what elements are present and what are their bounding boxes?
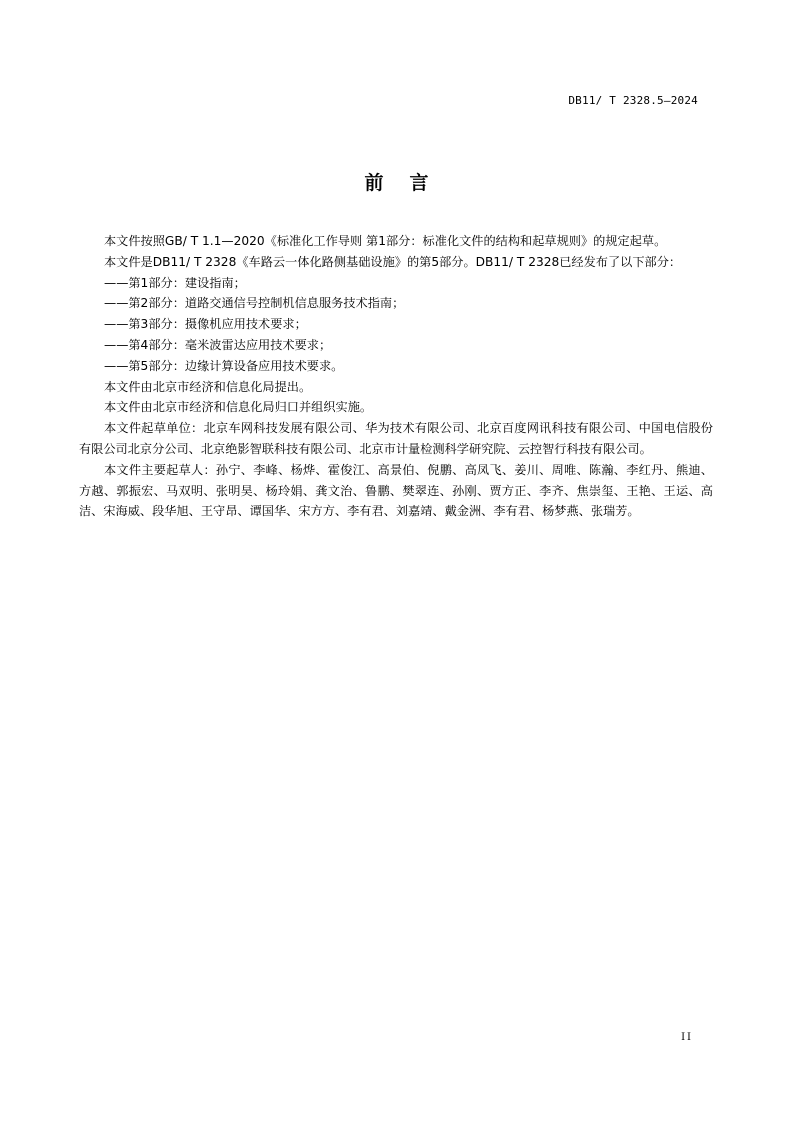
paragraph-drafters: 本文件主要起草人：孙宁、李峰、杨烨、霍俊江、高景伯、倪鹏、高凤飞、姜川、周唯、陈瀚、李红丹、熊迪、方越、郭振宏、马双明、张明昊、杨玲娟、龚文治、鲁鹏、樊翠连、孙刚、贾方正、李齐、焦崇玺、王艳、王运、高洁、宋海威、段华旭、王守昂、谭国华、宋方方、李有君、刘嘉靖、戴金洲、李有君、杨梦燕、张瑞芳。 xyxy=(79,462,713,519)
list-item-part-4: ——第4部分：毫米波雷达应用技术要求； xyxy=(104,337,332,352)
paragraph-administrator: 本文件由北京市经济和信息化局归口并组织实施。 xyxy=(104,400,373,415)
paragraph-proposer: 本文件由北京市经济和信息化局提出。 xyxy=(104,379,312,394)
foreword-body xyxy=(79,231,713,522)
document-code: DB11/ T 2328.5—2024 xyxy=(568,94,698,107)
paragraph-drafting-units: 本文件起草单位：北京车网科技发展有限公司、华为技术有限公司、北京百度网讯科技有限公司、中国电信股份有限公司北京分公司、北京绝影智联科技有限公司、北京市计量检测科学研究院、云控智行科技有限公司。 xyxy=(79,421,713,456)
paragraph-drafting-rules: 本文件按照GB/ T 1.1—2020《标准化工作导则 第1部分：标准化文件的结构和起草规则》的规定起草。 xyxy=(104,234,667,248)
list-item-part-5: ——第5部分：边缘计算设备应用技术要求。 xyxy=(104,358,344,373)
page-title: 前言 xyxy=(364,172,455,194)
list-item-part-3: ——第3部分：摄像机应用技术要求； xyxy=(104,317,307,332)
paragraph-series-intro: 本文件是DB11/ T 2328《车路云一体化路侧基础设施》的第5部分。DB11/ T 2328已经发布了以下部分： xyxy=(104,254,682,269)
list-item-part-2: ——第2部分：道路交通信号控制机信息服务技术指南； xyxy=(104,296,405,311)
page-number: II xyxy=(681,1032,693,1043)
list-item-part-1: ——第1部分：建设指南； xyxy=(104,275,246,290)
